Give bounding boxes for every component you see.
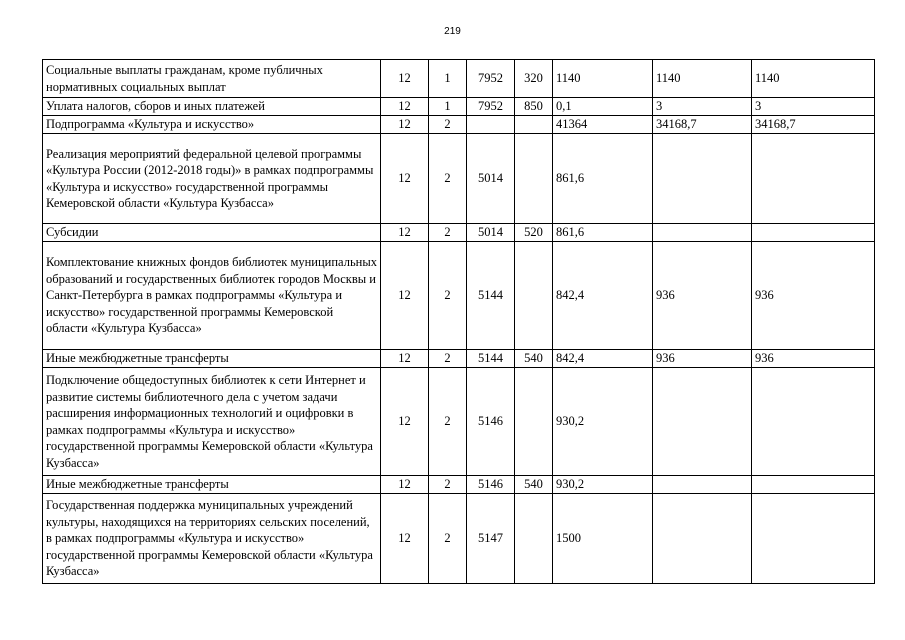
row-name: Уплата налогов, сборов и иных платежей <box>43 98 381 116</box>
amount-year-3: 936 <box>752 350 875 368</box>
target-article-code: 7952 <box>467 98 515 116</box>
section-code: 12 <box>381 476 429 494</box>
amount-year-3 <box>752 134 875 224</box>
amount-year-3 <box>752 368 875 476</box>
table-row <box>43 134 875 224</box>
table-row <box>43 350 875 368</box>
amount-year-1: 930,2 <box>553 476 653 494</box>
row-name: Подключение общедоступных библиотек к сети Интернет и развитие системы библиотечного дела с учетом задачи расширения информационных технологий и оцифровки в рамках подпрограммы «Культура и искусство» государственной программы Кемеровской области «Культура Кузбасса» <box>43 368 381 476</box>
amount-year-3: 34168,7 <box>752 116 875 134</box>
table-row <box>43 98 875 116</box>
target-article-code <box>467 116 515 134</box>
amount-year-2 <box>653 494 752 584</box>
expense-type-code: 850 <box>515 98 553 116</box>
amount-year-3: 1140 <box>752 60 875 98</box>
budget-table-body <box>43 60 875 584</box>
expense-type-code: 540 <box>515 350 553 368</box>
subsection-code: 2 <box>429 350 467 368</box>
table-row <box>43 476 875 494</box>
section-code: 12 <box>381 134 429 224</box>
amount-year-1: 1140 <box>553 60 653 98</box>
amount-year-2: 1140 <box>653 60 752 98</box>
row-name: Государственная поддержка муниципальных учреждений культуры, находящихся на территориях сельских поселений, в рамках подпрограммы «Культура и искусство» государственной программы Кемеровской области «Культура Кузбасса» <box>43 494 381 584</box>
table-row <box>43 60 875 98</box>
section-code: 12 <box>381 60 429 98</box>
subsection-code: 1 <box>429 98 467 116</box>
amount-year-3 <box>752 494 875 584</box>
expense-type-code: 320 <box>515 60 553 98</box>
target-article-code: 5144 <box>467 350 515 368</box>
target-article-code: 5146 <box>467 476 515 494</box>
row-name: Комплектование книжных фондов библиотек муниципальных образований и государственных библиотек городов Москвы и Санкт-Петербурга в рамках подпрограммы «Культура и искусство» государственной программы Кемеровской области «Культура Кузбасса» <box>43 242 381 350</box>
amount-year-1: 861,6 <box>553 134 653 224</box>
amount-year-1: 842,4 <box>553 242 653 350</box>
expense-type-code <box>515 134 553 224</box>
subsection-code: 1 <box>429 60 467 98</box>
expense-type-code: 520 <box>515 224 553 242</box>
amount-year-1: 1500 <box>553 494 653 584</box>
subsection-code: 2 <box>429 224 467 242</box>
table-row <box>43 494 875 584</box>
target-article-code: 5014 <box>467 224 515 242</box>
budget-table <box>42 59 875 584</box>
target-article-code: 7952 <box>467 60 515 98</box>
amount-year-1: 0,1 <box>553 98 653 116</box>
amount-year-2: 936 <box>653 350 752 368</box>
amount-year-3: 936 <box>752 242 875 350</box>
expense-type-code <box>515 116 553 134</box>
table-row <box>43 368 875 476</box>
subsection-code: 2 <box>429 494 467 584</box>
table-row <box>43 242 875 350</box>
row-name: Иные межбюджетные трансферты <box>43 350 381 368</box>
amount-year-2: 3 <box>653 98 752 116</box>
amount-year-2 <box>653 224 752 242</box>
amount-year-1: 41364 <box>553 116 653 134</box>
subsection-code: 2 <box>429 242 467 350</box>
section-code: 12 <box>381 494 429 584</box>
subsection-code: 2 <box>429 368 467 476</box>
section-code: 12 <box>381 224 429 242</box>
target-article-code: 5147 <box>467 494 515 584</box>
expense-type-code <box>515 368 553 476</box>
row-name: Социальные выплаты гражданам, кроме публичных нормативных социальных выплат <box>43 60 381 98</box>
section-code: 12 <box>381 98 429 116</box>
expense-type-code <box>515 242 553 350</box>
row-name: Иные межбюджетные трансферты <box>43 476 381 494</box>
section-code: 12 <box>381 368 429 476</box>
table-row <box>43 224 875 242</box>
subsection-code: 2 <box>429 116 467 134</box>
amount-year-1: 861,6 <box>553 224 653 242</box>
amount-year-1: 930,2 <box>553 368 653 476</box>
target-article-code: 5014 <box>467 134 515 224</box>
expense-type-code <box>515 494 553 584</box>
amount-year-1: 842,4 <box>553 350 653 368</box>
row-name: Реализация мероприятий федеральной целевой программы «Культура России (2012-2018 годы)» в рамках подпрограммы «Культура и искусство» государственной программы Кемеровской области «Культура Кузбасса» <box>43 134 381 224</box>
section-code: 12 <box>381 350 429 368</box>
amount-year-2 <box>653 134 752 224</box>
amount-year-3: 3 <box>752 98 875 116</box>
section-code: 12 <box>381 116 429 134</box>
target-article-code: 5146 <box>467 368 515 476</box>
subsection-code: 2 <box>429 476 467 494</box>
amount-year-2 <box>653 476 752 494</box>
section-code: 12 <box>381 242 429 350</box>
row-name: Субсидии <box>43 224 381 242</box>
subsection-code: 2 <box>429 134 467 224</box>
target-article-code: 5144 <box>467 242 515 350</box>
amount-year-2: 936 <box>653 242 752 350</box>
amount-year-2: 34168,7 <box>653 116 752 134</box>
amount-year-2 <box>653 368 752 476</box>
amount-year-3 <box>752 476 875 494</box>
amount-year-3 <box>752 224 875 242</box>
row-name: Подпрограмма «Культура и искусство» <box>43 116 381 134</box>
expense-type-code: 540 <box>515 476 553 494</box>
table-row <box>43 116 875 134</box>
page-number: 219 <box>444 26 461 37</box>
